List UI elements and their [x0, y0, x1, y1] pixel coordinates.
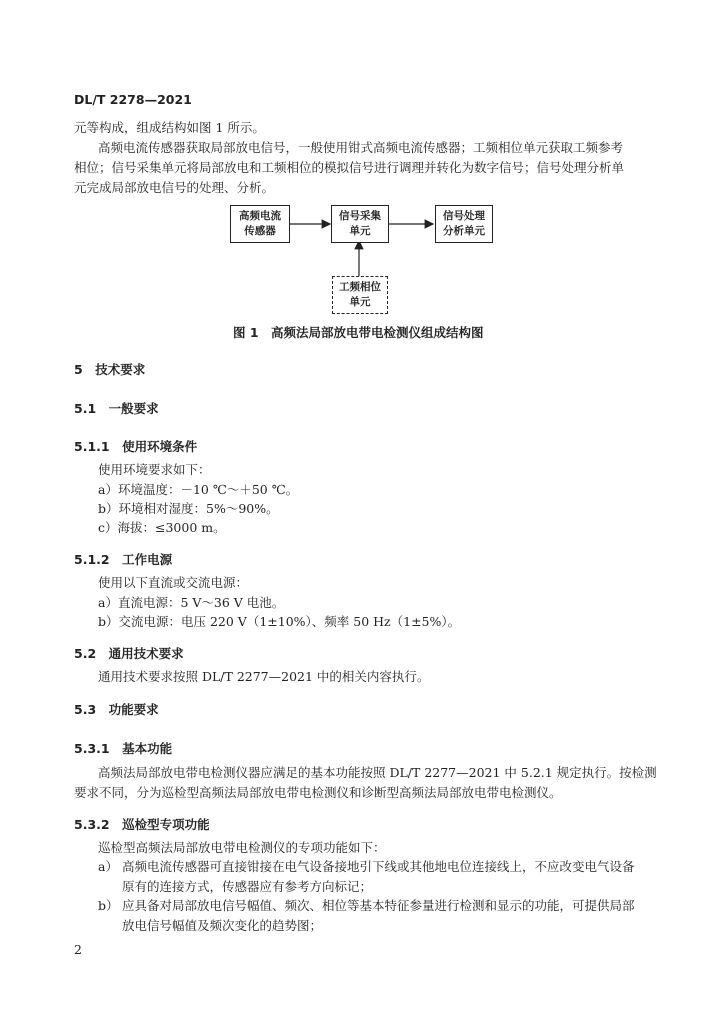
section-5-1-1-heading: 5.1.1 使用环境条件 — [74, 439, 198, 454]
section-5-3-heading: 5.3 功能要求 — [74, 702, 159, 717]
power-item-b: b）交流电源：电压 220 V（1±10%）、频率 50 Hz（1±5%）。 — [98, 614, 461, 629]
patrol-intro: 巡检型高频法局部放电带电检测仪的专项功能如下： — [98, 840, 386, 855]
env-item-b: b）环境相对湿度：5%～90%。 — [98, 501, 279, 516]
env-item-c: c）海拔：≤3000 m。 — [98, 520, 226, 535]
env-intro: 使用环境要求如下： — [98, 462, 211, 477]
power-intro: 使用以下直流或交流电源： — [98, 575, 249, 590]
patrol-item-b-line1: 应具备对局部放电信号幅值、频次、相位等基本特征参量进行检测和显示的功能，可提供局部 — [122, 898, 635, 913]
intro-para2-line3: 元完成局部放电信号的处理、分析。 — [74, 180, 275, 195]
general-tech-text: 通用技术要求按照 DL/T 2277—2021 中的相关内容执行。 — [98, 669, 430, 684]
section-5-3-1-heading: 5.3.1 基本功能 — [74, 741, 173, 756]
section-5-1-heading: 5.1 一般要求 — [74, 401, 159, 416]
section-5-2-heading: 5.2 通用技术要求 — [74, 646, 184, 661]
patrol-item-a-line2: 原有的连接方式，传感器应有参考方向标记； — [122, 879, 373, 894]
power-item-a: a）直流电源：5 V～36 V 电池。 — [98, 595, 285, 610]
box-power-frequency-phase: 工频相位 单元 — [332, 276, 388, 314]
box-signal-acquisition: 信号采集 单元 — [331, 205, 389, 243]
patrol-item-a-label: a） — [98, 859, 118, 874]
env-item-a: a）环境温度：－10 ℃～＋50 ℃。 — [98, 482, 299, 497]
patrol-item-a-line1: 高频电流传感器可直接钳接在电气设备接地引下线或其他地电位连接线上，不应改变电气设备 — [122, 859, 635, 874]
section-5-3-2-heading: 5.3.2 巡检型专项功能 — [74, 817, 210, 832]
patrol-item-b-label: b） — [98, 898, 119, 913]
box-hf-current-sensor: 高频电流 传感器 — [230, 205, 290, 243]
basic-function-line2: 要求不同，分为巡检型高频法局部放电带电检测仪和诊断型高频法局部放电带电检测仪。 — [74, 785, 562, 800]
figure-1-caption: 图 1 高频法局部放电带电检测仪组成结构图 — [233, 325, 484, 340]
standard-number: DL/T 2278—2021 — [74, 92, 192, 107]
basic-function-line1: 高频法局部放电带电检测仪器应满足的基本功能按照 DL/T 2277—2021 中 5.2.1 规定执行。按检测 — [98, 765, 657, 780]
box-signal-processing: 信号处理 分析单元 — [435, 205, 493, 243]
page-number: 2 — [74, 942, 82, 957]
intro-line-1: 元等构成，组成结构如图 1 所示。 — [74, 120, 265, 135]
intro-para2-line2: 相位；信号采集单元将局部放电和工频相位的模拟信号进行调理并转化为数字信号；信号处理分析单 — [74, 160, 625, 175]
section-5-1-2-heading: 5.1.2 工作电源 — [74, 552, 173, 567]
patrol-item-b-line2: 放电信号幅值及频次变化的趋势图； — [122, 918, 323, 933]
intro-para2-line1: 高频电流传感器获取局部放电信号，一般使用钳式高频电流传感器；工频相位单元获取工频参考 — [98, 140, 624, 155]
section-5-heading: 5 技术要求 — [74, 362, 146, 377]
